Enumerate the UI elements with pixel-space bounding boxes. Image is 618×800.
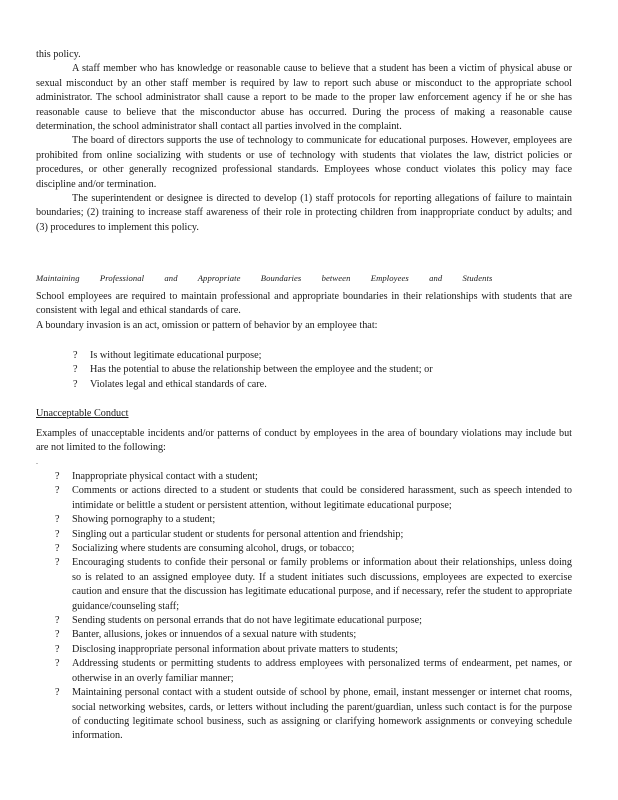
bullet-marker: ? <box>73 350 78 361</box>
list-item <box>36 643 572 657</box>
list-item-text: Inappropriate physical contact with a student; <box>72 471 258 482</box>
unacceptable-conduct-list <box>36 470 572 744</box>
paragraph-abuse-reporting: A staff member who has knowledge or reasonable cause to believe that a student has been a victim of physical abuse or sexual misconduct by an other staff member is required by law to report such abuse or misconduct to the appropriate school administrator. The school administrator shall cause a report to be made to the proper law enforcement agency if he or she has reasonable cause to believe that the misconductor abuse has occurred. During the process of making a reasonable cause determination, the school administrator shall contact all parties involved in the complaint. <box>36 63 572 133</box>
list-item-text: Has the potential to abuse the relationship between the employee and the student; or <box>90 364 433 376</box>
bullet-marker: ? <box>55 658 60 670</box>
list-item <box>36 528 572 542</box>
list-item <box>36 484 572 513</box>
list-item <box>36 657 572 686</box>
list-item <box>36 363 572 377</box>
list-item <box>36 470 572 484</box>
list-item <box>36 556 572 614</box>
list-item <box>36 513 572 527</box>
list-item <box>36 614 572 628</box>
bullet-marker: ? <box>55 471 60 482</box>
paragraph-boundary-invasion: A boundary invasion is an act, omission or pattern of behavior by an employee that: <box>36 319 378 331</box>
bullet-marker: ? <box>55 543 60 555</box>
bullet-marker: ? <box>73 378 78 390</box>
bullet-marker: ? <box>55 687 60 699</box>
list-item <box>36 628 572 642</box>
unacceptable-conduct-section <box>36 407 572 421</box>
bullet-marker: ? <box>55 514 60 526</box>
bullet-marker: ? <box>55 643 60 655</box>
boundaries-section <box>36 271 572 285</box>
bullet-marker: ? <box>55 557 60 569</box>
list-item <box>36 542 572 556</box>
intro-section <box>36 48 572 235</box>
list-item-text: Socializing where students are consuming alcohol, drugs, or tobacco; <box>72 543 355 555</box>
paragraph-superintendent-duties: The superintendent or designee is directed to develop (1) staff protocols for reporting allegations of failure to maintain boundaries; (2) training to increase staff awareness of their role in protecting children from inappropriate conduct by adults; and (3) procedures to implement this policy. <box>36 193 572 233</box>
list-item-text: Is without legitimate educational purpose; <box>90 350 262 361</box>
list-item <box>36 378 572 392</box>
boundary-invasion-list <box>36 349 572 392</box>
paragraph-policy-continuation: this policy. <box>36 49 81 60</box>
list-item-text: Violates legal and ethical standards of care. <box>90 378 267 390</box>
list-item-text: Addressing students or permitting students to address employees with personalized terms of endearment, pet names, or otherwise in an overly familiar manner; <box>72 658 572 684</box>
list-item-text: Singling out a particular student or students for personal attention and friendship; <box>72 528 404 540</box>
list-item-text: Comments or actions directed to a student or students that could be considered harassment, such as speech intended to intimidate or belittle a student or persistent attention, without legitimate educational purpose; <box>72 485 572 511</box>
bullet-marker: ? <box>55 528 60 540</box>
stray-period-mark: . <box>36 457 38 466</box>
list-item <box>36 349 572 363</box>
bullet-marker: ? <box>55 629 60 641</box>
paragraph-professional-boundaries: School employees are required to maintain professional and appropriate boundaries in their relationships with students that are consistent with legal and ethical standards of care. <box>36 291 572 317</box>
list-item-text: Showing pornography to a student; <box>72 514 216 526</box>
boundaries-body <box>36 290 572 333</box>
unacceptable-conduct-intro <box>36 427 572 456</box>
bullet-marker: ? <box>55 615 60 627</box>
paragraph-technology-use: The board of directors supports the use of technology to communicate for educational purposes. However, employees are prohibited from online socializing with students or use of technology with students that violates the law, district policies or procedures, or other generally recognized professional standards. Employees whose conduct violates this policy may face discipline and/or termination. <box>36 135 572 190</box>
list-item-text: Banter, allusions, jokes or innuendos of a sexual nature with students; <box>72 629 357 641</box>
section-heading-boundaries: Maintaining Professional and Appropriate Boundaries between Employees and Students <box>36 273 493 283</box>
list-item-text: Sending students on personal errands that do not have legitimate educational purpose; <box>72 615 422 627</box>
list-item <box>36 686 572 744</box>
bullet-marker: ? <box>55 485 60 497</box>
list-item-text: Encouraging students to confide their personal or family problems or information about their relationships, unless doing so is related to an assigned employee duty. If a student initiates such discussions, employees are expected to exercise caution and ensure that the discussion has legitimate educational purpose, and if necessary, refer the student to appropriate guidance/counseling staff; <box>72 557 572 612</box>
section-heading-unacceptable-conduct: Unacceptable Conduct <box>36 408 129 419</box>
list-item-text: Maintaining personal contact with a student outside of school by phone, email, instant messenger or internet chat rooms, social networking websites, cards, or letters without including the parent/guardian, unless such contact is for the purpose of conducting legitimate school business, such as assigning or clarifying homework assignments or conveying schedule information. <box>72 687 572 742</box>
bullet-marker: ? <box>73 364 78 376</box>
paragraph-examples-intro: Examples of unacceptable incidents and/or patterns of conduct by employees in the area of boundary violations may include but are not limited to the following: <box>36 428 572 454</box>
list-item-text: Disclosing inappropriate personal information about private matters to students; <box>72 643 398 655</box>
